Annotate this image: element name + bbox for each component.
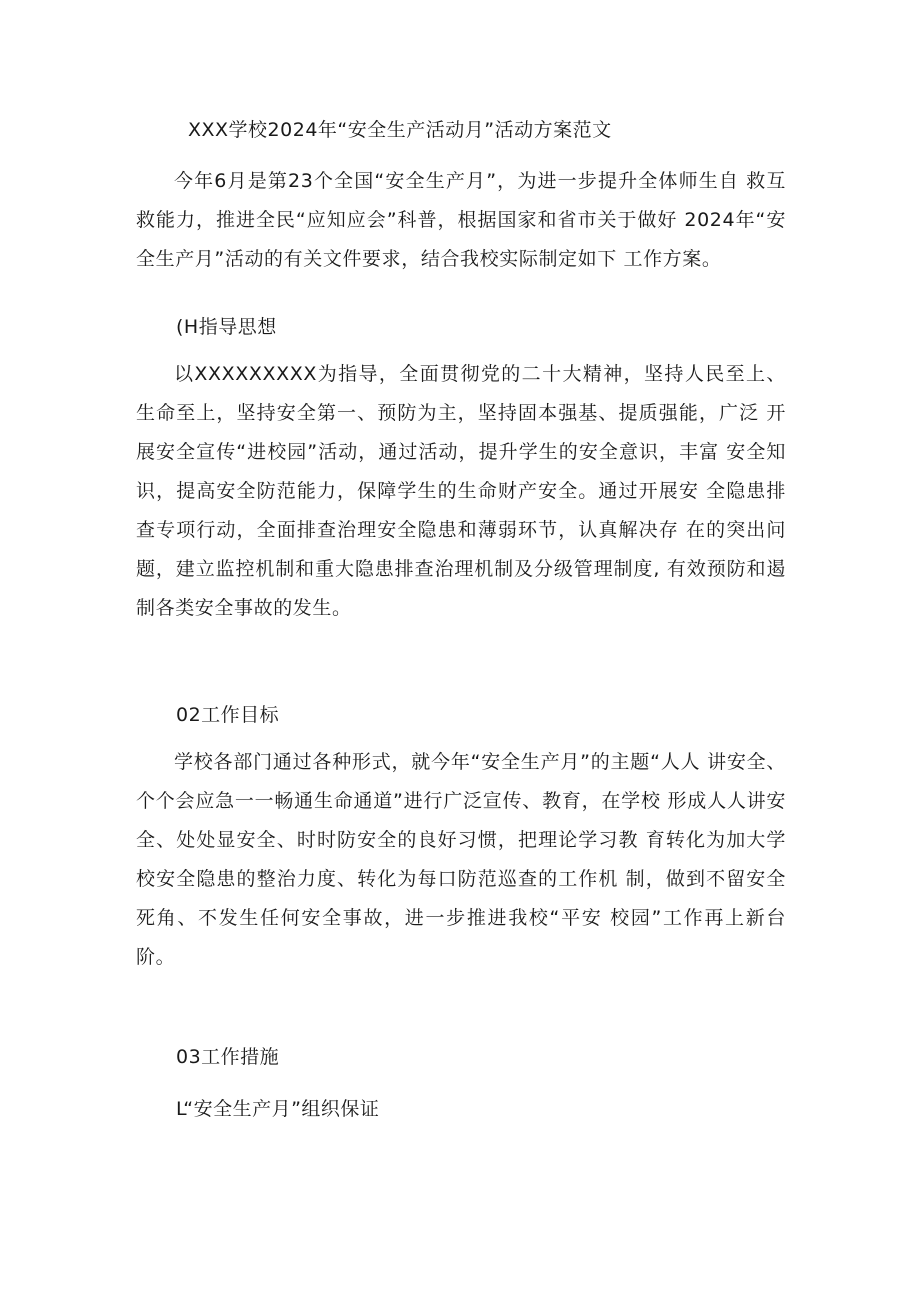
subsection-heading-organization: L“安全生产月”组织保证 [176, 1098, 380, 1120]
intro-paragraph: 今年6月是第23个全国“安全生产月”，为进一步提升全体师生自 救互救能力，推进全民“应知应会”科普，根据国家和省市关于做好 2024年“安全生产月”活动的有关文件要求，结合我校实际制定如下 工作方案。 [136, 170, 786, 270]
document-title: XXX学校2024年“安全生产活动月”活动方案范文 [188, 119, 612, 141]
guiding-ideology-paragraph: 以XXXXXXXXX为指导，全面贯彻党的二十大精神，坚持人民至上、 生命至上，坚持安全第一、预防为主，坚持固本强基、提质强能，广泛 开展安全宣传“进校园”活动，通过活动，提升学生的安全意识，丰富 安全知识，提高安全防范能力，保障学生的生命财产安全。通过开展安 全隐患排查专项行动，全面排查治理安全隐患和薄弱环节，认真解决存 在的突出问题，建立监控机制和重大隐患排查治理机制及分级管理制度, 有效预防和遏制各类安全事故的发生。 [136, 363, 786, 619]
work-goals-paragraph: 学校各部门通过各种形式，就今年“安全生产月”的主题“人人 讲安全、个个会应急一一畅通生命通道”进行广泛宣传、教育，在学校 形成人人讲安全、处处显安全、时时防安全的良好习惯，把理论学习教 育转化为加大学校安全隐患的整治力度、转化为每口防范巡查的工作机 制，做到不留安全死角、不发生任何安全事故，进一步推进我校“平安 校园”工作再上新台阶。 [136, 751, 786, 968]
section-heading-work-goals: 02工作目标 [176, 704, 280, 726]
section-heading-guiding-ideology: (H指导思想 [176, 316, 277, 338]
section-heading-work-measures: 03工作措施 [176, 1046, 280, 1068]
